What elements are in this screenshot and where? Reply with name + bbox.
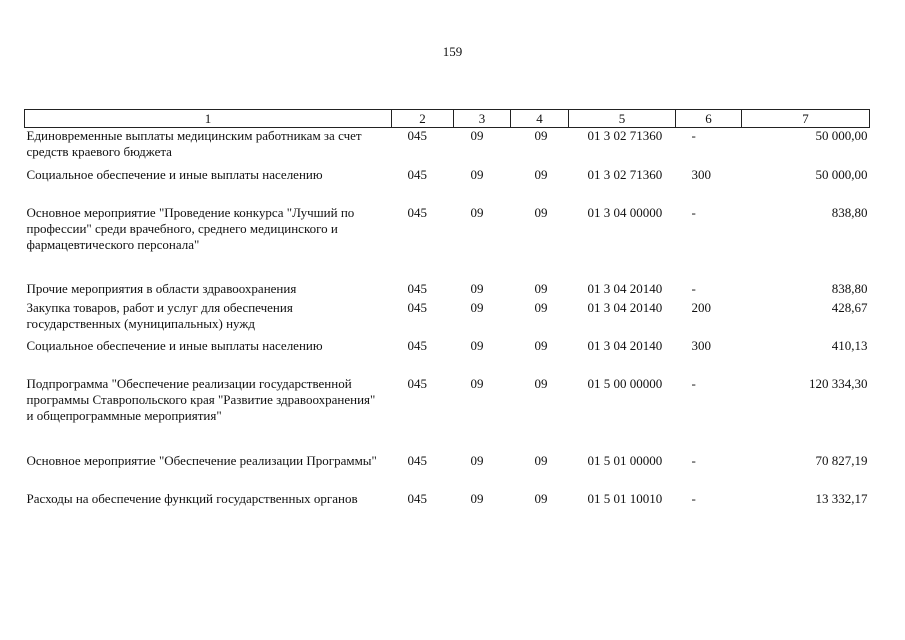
row-ministry-code: 045 [407,337,427,353]
row-amount: 13 332,17 [815,490,868,506]
header-col-7: 7 [742,110,870,128]
table-row [25,281,870,300]
row-ministry-code: 045 [407,128,427,143]
row-section-code: 09 [470,452,484,468]
table-row [25,205,870,281]
row-target-code: 01 3 04 20140 [587,299,663,315]
page-number: 159 [442,44,463,59]
header-col-3: 3 [454,110,511,128]
row-amount: 70 827,19 [815,452,868,468]
table-row [25,167,870,205]
row-section-code: 09 [470,280,484,296]
row-name: Единовременные выплаты медицинским работникам за счет средств краевого бюджета [26,128,362,159]
table-header-row [25,110,870,128]
row-name: Расходы на обеспечение функций государственных органов [26,490,358,506]
row-name: Социальное обеспечение и иные выплаты населению [26,166,323,182]
row-amount: 50 000,00 [815,128,868,143]
row-expense-type: 200 [691,299,711,315]
row-target-code: 01 3 04 00000 [587,204,663,220]
row-name: Прочие мероприятия в области здравоохранения [26,280,297,296]
row-target-code: 01 5 01 10010 [587,490,663,506]
row-ministry-code: 045 [407,204,427,220]
row-subsection-code: 09 [534,166,548,182]
row-section-code: 09 [470,166,484,182]
row-ministry-code: 045 [407,280,427,296]
header-col-5: 5 [569,110,676,128]
row-target-code: 01 5 01 00000 [587,452,663,468]
row-target-code: 01 3 02 71360 [587,166,663,182]
row-subsection-code: 09 [534,204,548,220]
row-ministry-code: 045 [407,375,427,391]
row-expense-type: - [691,204,696,220]
row-expense-type: - [691,490,696,506]
table-row [25,338,870,376]
row-section-code: 09 [470,204,484,220]
row-amount: 410,13 [831,337,868,353]
row-section-code: 09 [470,490,484,506]
table-row [25,300,870,338]
row-expense-type: - [691,452,696,468]
row-subsection-code: 09 [534,490,548,506]
header-col-1: 1 [25,110,392,128]
row-target-code: 01 5 00 00000 [587,375,663,391]
row-ministry-code: 045 [407,166,427,182]
row-amount: 838,80 [831,204,868,220]
row-name: Основное мероприятие "Обеспечение реализации Программы" [26,452,377,468]
row-target-code: 01 3 04 20140 [587,337,663,353]
row-target-code: 01 3 02 71360 [587,128,663,143]
row-section-code: 09 [470,299,484,315]
header-col-2: 2 [392,110,454,128]
table-row [25,491,870,529]
row-amount: 50 000,00 [815,166,868,182]
budget-table [24,109,870,529]
row-section-code: 09 [470,337,484,353]
row-subsection-code: 09 [534,280,548,296]
row-name: Закупка товаров, работ и услуг для обеспечения государственных (муниципальных) нужд [26,299,293,331]
row-name: Основное мероприятие "Проведение конкурса "Лучший по профессии" среди врачебного, среднего медицинского и фармацевтического персонала" [26,204,355,252]
row-ministry-code: 045 [407,490,427,506]
row-expense-type: - [691,375,696,391]
header-col-4: 4 [511,110,569,128]
row-name: Социальное обеспечение и иные выплаты населению [26,337,323,353]
row-ministry-code: 045 [407,299,427,315]
row-subsection-code: 09 [534,128,548,143]
row-subsection-code: 09 [534,375,548,391]
row-ministry-code: 045 [407,452,427,468]
row-target-code: 01 3 04 20140 [587,280,663,296]
row-expense-type: 300 [691,166,711,182]
row-subsection-code: 09 [534,299,548,315]
row-expense-type: - [691,128,696,143]
row-amount: 120 334,30 [809,375,868,391]
header-col-6: 6 [676,110,742,128]
row-amount: 838,80 [831,280,868,296]
table-row [25,376,870,453]
row-subsection-code: 09 [534,337,548,353]
row-expense-type: - [691,280,696,296]
row-expense-type: 300 [691,337,711,353]
row-subsection-code: 09 [534,452,548,468]
row-section-code: 09 [470,375,484,391]
row-name: Подпрограмма "Обеспечение реализации государственной программы Ставропольского края "Развитие здравоохранения" и общепрограммные мероприятия" [26,375,376,423]
row-amount: 428,67 [831,299,868,315]
row-section-code: 09 [470,128,484,143]
table-row [25,453,870,491]
table-row [25,128,870,167]
